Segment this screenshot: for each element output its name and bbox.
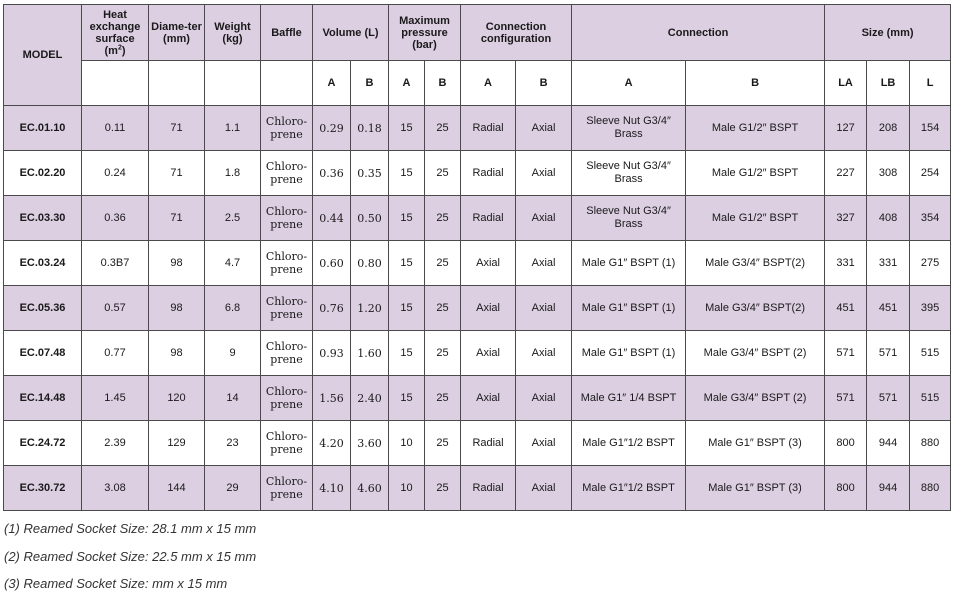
col-header-volume: Volume (L)	[313, 5, 389, 61]
cell-connection-b: Male G1/2″ BSPT	[686, 196, 825, 241]
subheader-row	[4, 61, 951, 106]
cell-size-la: 227	[825, 151, 867, 196]
cell-volume-a: 0.60	[313, 241, 351, 286]
table-body	[4, 106, 951, 511]
cell-diameter: 98	[149, 331, 205, 376]
cell-pressure-b: 25	[425, 241, 461, 286]
cell-config-b: Axial	[516, 196, 572, 241]
cell-size-l: 254	[910, 151, 951, 196]
table-row	[4, 466, 951, 511]
cell-connection-b: Male G3/4″ BSPT (2)	[686, 376, 825, 421]
cell-size-l: 515	[910, 331, 951, 376]
cell-config-a: Radial	[461, 196, 516, 241]
cell-volume-b: 0.35	[351, 151, 389, 196]
cell-connection-a: Sleeve Nut G3/4″ Brass	[572, 151, 686, 196]
cell-size-l: 515	[910, 376, 951, 421]
table-row	[4, 106, 951, 151]
cell-size-l: 880	[910, 466, 951, 511]
cell-weight: 1.8	[205, 151, 261, 196]
cell-model: EC.05.36	[4, 286, 82, 331]
cell-volume-b: 4.60	[351, 466, 389, 511]
subheader-empty	[149, 61, 205, 106]
cell-baffle: Chloro-prene	[261, 376, 313, 421]
cell-size-la: 800	[825, 466, 867, 511]
cell-volume-a: 0.44	[313, 196, 351, 241]
specification-table	[3, 4, 951, 511]
cell-connection-b: Male G1″ BSPT (3)	[686, 466, 825, 511]
table-row	[4, 376, 951, 421]
subheader-connection-b: B	[686, 61, 825, 106]
cell-connection-a: Sleeve Nut G3/4″ Brass	[572, 196, 686, 241]
cell-volume-b: 1.60	[351, 331, 389, 376]
footnote-3: (3) Reamed Socket Size: mm x 15 mm	[4, 576, 228, 591]
col-header-size: Size (mm)	[825, 5, 951, 61]
cell-diameter: 129	[149, 421, 205, 466]
cell-volume-b: 0.50	[351, 196, 389, 241]
cell-size-la: 800	[825, 421, 867, 466]
cell-weight: 23	[205, 421, 261, 466]
cell-config-b: Axial	[516, 376, 572, 421]
cell-size-la: 127	[825, 106, 867, 151]
cell-size-l: 354	[910, 196, 951, 241]
cell-volume-a: 0.76	[313, 286, 351, 331]
cell-pressure-a: 15	[389, 376, 425, 421]
subheader-volume-a: A	[313, 61, 351, 106]
cell-config-a: Radial	[461, 421, 516, 466]
cell-weight: 14	[205, 376, 261, 421]
cell-connection-a: Male G1″1/2 BSPT	[572, 421, 686, 466]
cell-config-a: Axial	[461, 241, 516, 286]
cell-config-a: Radial	[461, 151, 516, 196]
cell-pressure-b: 25	[425, 466, 461, 511]
cell-pressure-a: 15	[389, 196, 425, 241]
cell-volume-a: 0.29	[313, 106, 351, 151]
header-row	[4, 5, 951, 61]
cell-heat-exchange-surface: 0.24	[82, 151, 149, 196]
cell-pressure-a: 15	[389, 241, 425, 286]
cell-volume-a: 4.20	[313, 421, 351, 466]
cell-config-b: Axial	[516, 151, 572, 196]
table-row	[4, 151, 951, 196]
cell-size-lb: 571	[867, 376, 910, 421]
cell-connection-b: Male G1″ BSPT (3)	[686, 421, 825, 466]
cell-connection-a: Male G1″1/2 BSPT	[572, 466, 686, 511]
cell-size-lb: 208	[867, 106, 910, 151]
cell-baffle: Chloro-prene	[261, 151, 313, 196]
cell-size-lb: 308	[867, 151, 910, 196]
footnote-1: (1) Reamed Socket Size: 28.1 mm x 15 mm	[4, 521, 257, 536]
cell-heat-exchange-surface: 0.11	[82, 106, 149, 151]
table-row	[4, 421, 951, 466]
col-header-connection-configuration: Connection configuration	[461, 5, 572, 61]
footnote-2: (2) Reamed Socket Size: 22.5 mm x 15 mm	[4, 548, 257, 564]
subheader-connection-a: A	[572, 61, 686, 106]
cell-pressure-b: 25	[425, 106, 461, 151]
cell-config-a: Axial	[461, 376, 516, 421]
cell-baffle: Chloro-prene	[261, 286, 313, 331]
cell-config-b: Axial	[516, 331, 572, 376]
subheader-config-a: A	[461, 61, 516, 106]
cell-config-b: Axial	[516, 286, 572, 331]
subheader-size-l: L	[910, 61, 951, 106]
cell-size-lb: 571	[867, 331, 910, 376]
cell-baffle: Chloro-prene	[261, 331, 313, 376]
cell-volume-b: 3.60	[351, 421, 389, 466]
cell-heat-exchange-surface: 3.08	[82, 466, 149, 511]
cell-weight: 4.7	[205, 241, 261, 286]
cell-diameter: 71	[149, 106, 205, 151]
cell-volume-a: 4.10	[313, 466, 351, 511]
cell-model: EC.03.30	[4, 196, 82, 241]
col-header-model: MODEL	[4, 5, 82, 106]
cell-pressure-b: 25	[425, 151, 461, 196]
cell-connection-b: Male G1/2″ BSPT	[686, 106, 825, 151]
cell-weight: 1.1	[205, 106, 261, 151]
cell-pressure-a: 10	[389, 466, 425, 511]
subheader-pressure-b: B	[425, 61, 461, 106]
cell-model: EC.07.48	[4, 331, 82, 376]
col-header-max-pressure: Maximum pressure (bar)	[389, 5, 461, 61]
cell-size-la: 331	[825, 241, 867, 286]
cell-pressure-a: 10	[389, 421, 425, 466]
cell-heat-exchange-surface: 0.77	[82, 331, 149, 376]
cell-config-a: Radial	[461, 466, 516, 511]
subheader-pressure-a: A	[389, 61, 425, 106]
cell-pressure-b: 25	[425, 196, 461, 241]
cell-diameter: 71	[149, 151, 205, 196]
cell-volume-b: 1.20	[351, 286, 389, 331]
cell-model: EC.30.72	[4, 466, 82, 511]
cell-baffle: Chloro-prene	[261, 196, 313, 241]
cell-baffle: Chloro-prene	[261, 106, 313, 151]
subheader-volume-b: B	[351, 61, 389, 106]
cell-volume-a: 0.93	[313, 331, 351, 376]
cell-pressure-a: 15	[389, 286, 425, 331]
subheader-empty	[82, 61, 149, 106]
cell-pressure-b: 25	[425, 331, 461, 376]
cell-weight: 6.8	[205, 286, 261, 331]
cell-weight: 9	[205, 331, 261, 376]
cell-connection-b: Male G3/4″ BSPT(2)	[686, 286, 825, 331]
col-header-connection: Connection	[572, 5, 825, 61]
cell-connection-b: Male G3/4″ BSPT(2)	[686, 241, 825, 286]
table-row	[4, 196, 951, 241]
cell-size-la: 451	[825, 286, 867, 331]
cell-diameter: 71	[149, 196, 205, 241]
cell-size-lb: 944	[867, 466, 910, 511]
subheader-size-lb: LB	[867, 61, 910, 106]
cell-connection-a: Sleeve Nut G3/4″ Brass	[572, 106, 686, 151]
cell-heat-exchange-surface: 2.39	[82, 421, 149, 466]
cell-weight: 29	[205, 466, 261, 511]
cell-size-la: 571	[825, 376, 867, 421]
cell-connection-a: Male G1″ BSPT (1)	[572, 241, 686, 286]
cell-pressure-b: 25	[425, 286, 461, 331]
cell-pressure-b: 25	[425, 421, 461, 466]
subheader-empty	[261, 61, 313, 106]
cell-heat-exchange-surface: 0.36	[82, 196, 149, 241]
cell-heat-exchange-surface: 1.45	[82, 376, 149, 421]
subheader-size-la: LA	[825, 61, 867, 106]
cell-model: EC.03.24	[4, 241, 82, 286]
col-header-heat-exchange-surface: Heat exchange surface $(m^2)$	[82, 5, 149, 61]
cell-volume-b: 2.40	[351, 376, 389, 421]
subheader-empty	[205, 61, 261, 106]
cell-baffle: Chloro-prene	[261, 241, 313, 286]
cell-connection-b: Male G3/4″ BSPT (2)	[686, 331, 825, 376]
cell-size-lb: 408	[867, 196, 910, 241]
cell-diameter: 98	[149, 241, 205, 286]
cell-config-b: Axial	[516, 241, 572, 286]
cell-diameter: 120	[149, 376, 205, 421]
cell-heat-exchange-surface: 0.3B7	[82, 241, 149, 286]
cell-model: EC.24.72	[4, 421, 82, 466]
cell-model: EC.02.20	[4, 151, 82, 196]
col-header-weight: Weight (kg)	[205, 5, 261, 61]
cell-volume-a: 1.56	[313, 376, 351, 421]
cell-size-lb: 944	[867, 421, 910, 466]
table-row	[4, 241, 951, 286]
col-header-baffle: Baffle	[261, 5, 313, 61]
cell-size-la: 571	[825, 331, 867, 376]
cell-config-b: Axial	[516, 421, 572, 466]
subheader-config-b: B	[516, 61, 572, 106]
cell-size-lb: 331	[867, 241, 910, 286]
cell-heat-exchange-surface: 0.57	[82, 286, 149, 331]
cell-pressure-a: 15	[389, 331, 425, 376]
cell-config-b: Axial	[516, 466, 572, 511]
cell-size-l: 395	[910, 286, 951, 331]
cell-baffle: Chloro-prene	[261, 421, 313, 466]
cell-volume-a: 0.36	[313, 151, 351, 196]
cell-size-lb: 451	[867, 286, 910, 331]
cell-diameter: 98	[149, 286, 205, 331]
cell-model: EC.14.48	[4, 376, 82, 421]
cell-connection-a: Male G1″ 1/4 BSPT	[572, 376, 686, 421]
cell-size-l: 275	[910, 241, 951, 286]
col-header-diameter: Diame-ter (mm)	[149, 5, 205, 61]
cell-size-l: 880	[910, 421, 951, 466]
cell-config-b: Axial	[516, 106, 572, 151]
cell-size-l: 154	[910, 106, 951, 151]
cell-model: EC.01.10	[4, 106, 82, 151]
cell-config-a: Axial	[461, 331, 516, 376]
table-row	[4, 331, 951, 376]
table-row	[4, 286, 951, 331]
cell-config-a: Axial	[461, 286, 516, 331]
cell-connection-a: Male G1″ BSPT (1)	[572, 331, 686, 376]
cell-pressure-a: 15	[389, 151, 425, 196]
cell-weight: 2.5	[205, 196, 261, 241]
cell-volume-b: 0.18	[351, 106, 389, 151]
cell-size-la: 327	[825, 196, 867, 241]
cell-volume-b: 0.80	[351, 241, 389, 286]
cell-diameter: 144	[149, 466, 205, 511]
cell-baffle: Chloro-prene	[261, 466, 313, 511]
cell-pressure-b: 25	[425, 376, 461, 421]
cell-connection-b: Male G1/2″ BSPT	[686, 151, 825, 196]
cell-connection-a: Male G1″ BSPT (1)	[572, 286, 686, 331]
cell-config-a: Radial	[461, 106, 516, 151]
cell-pressure-a: 15	[389, 106, 425, 151]
footnotes	[4, 519, 256, 602]
